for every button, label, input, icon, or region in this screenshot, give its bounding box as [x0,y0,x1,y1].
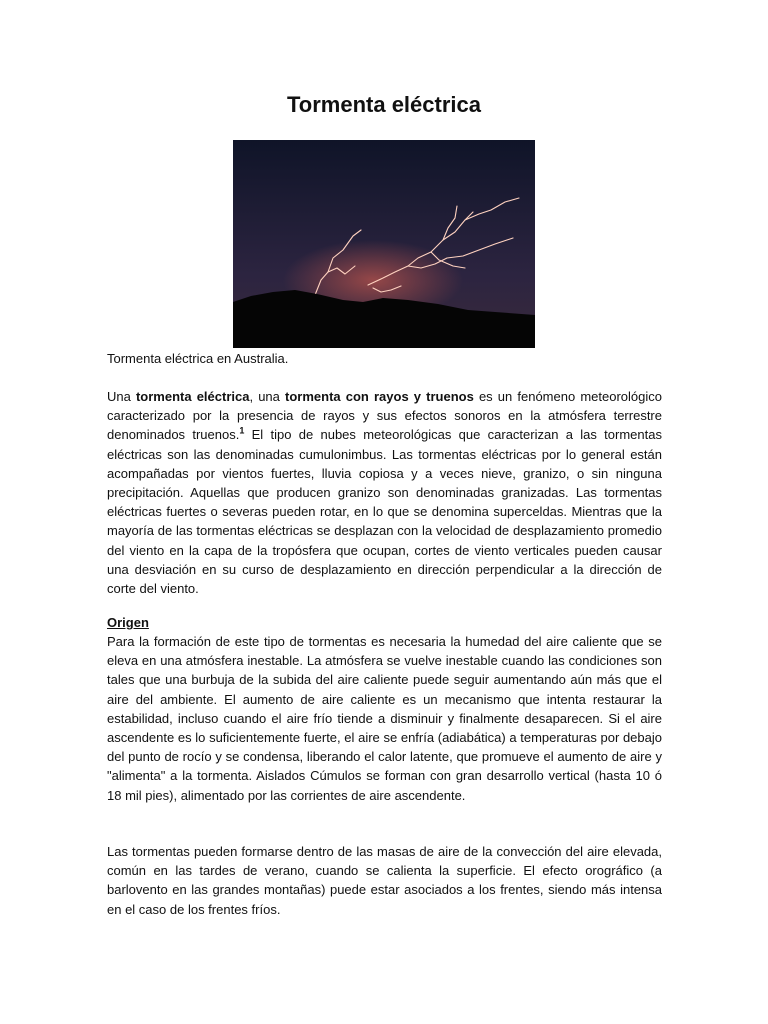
formation-paragraph: Las tormentas pueden formarse dentro de las masas de aire de la convección del aire elevada, común en las tardes de verano, cuando se calienta la superficie. El efecto orográfico (a barlovento en las grandes montañas) puede estar asociados a los frentes, siendo más intensa en el caso de los frentes fríos. [107,844,662,917]
footnote-reference[interactable]: 1 [239,426,245,437]
intro-text: El tipo de nubes meteorológicas que caracterizan a las tormentas eléctricas son las denominadas cumulonimbus. Las tormentas eléctricas por lo general están acompañadas por vientos fuertes, lluvia copiosa y a veces nieve, granizo, o sin ninguna precipitación. Aquellas que producen granizo son denominadas granizadas. Las tormentas eléctricas fuertes o severas pueden rotar, en lo que se denomina superceldas. Mientras que la mayoría de las tormentas eléctricas se desplazan con la velocidad de desplazamiento promedio del viento en la capa de la tropósfera que ocupan, cortes de viento verticales pueden causar una desviación en su curso de desplazamiento en dirección perpendicular a la dirección de corte del viento. [107,427,662,597]
intro-text: es un fenómeno meteorológico caracterizado por la presencia de rayos y sus efectos sonoros en la atmósfera terrestre denominados truenos. [107,389,662,443]
intro-text: , una [249,389,286,404]
intro-bold-term: tormenta eléctrica [135,389,250,404]
intro-bold-term: tormenta con rayos y truenos [285,389,474,404]
origin-paragraph: Para la formación de este tipo de tormentas es necesaria la humedad del aire caliente que se eleva en una atmósfera inestable. La atmósfera se vuelve inestable cuando las condiciones son tales que una burbuja de la subida del aire caliente puede seguir aumentando aún más que el aire del ambiente. El aumento de aire caliente es un mecanismo que intenta restaurar la estabilidad, incluso cuando el aire frío tiende a disminuir y finalmente desaparecen. Si el aire ascendente es lo suficientemente fuerte, el aire se enfría (adiabática) a temperaturas por debajo del punto de rocío y se condensa, liberando el calor latente, que promueve el aumento de aire y "alimenta" a la tormenta. Aislados Cúmulos se forman con gran desarrollo vertical (hasta 10 ó 18 mil pies), alimentado por las corrientes de aire ascendente. [107,634,662,803]
image-caption: Tormenta eléctrica en Australia. [107,351,289,366]
lightning-storm-photo [233,140,535,348]
document-title: Tormenta eléctrica [286,92,481,117]
intro-paragraph [107,387,662,598]
intro-text: Una [107,389,136,404]
section-heading-origin: Origen [107,615,149,630]
